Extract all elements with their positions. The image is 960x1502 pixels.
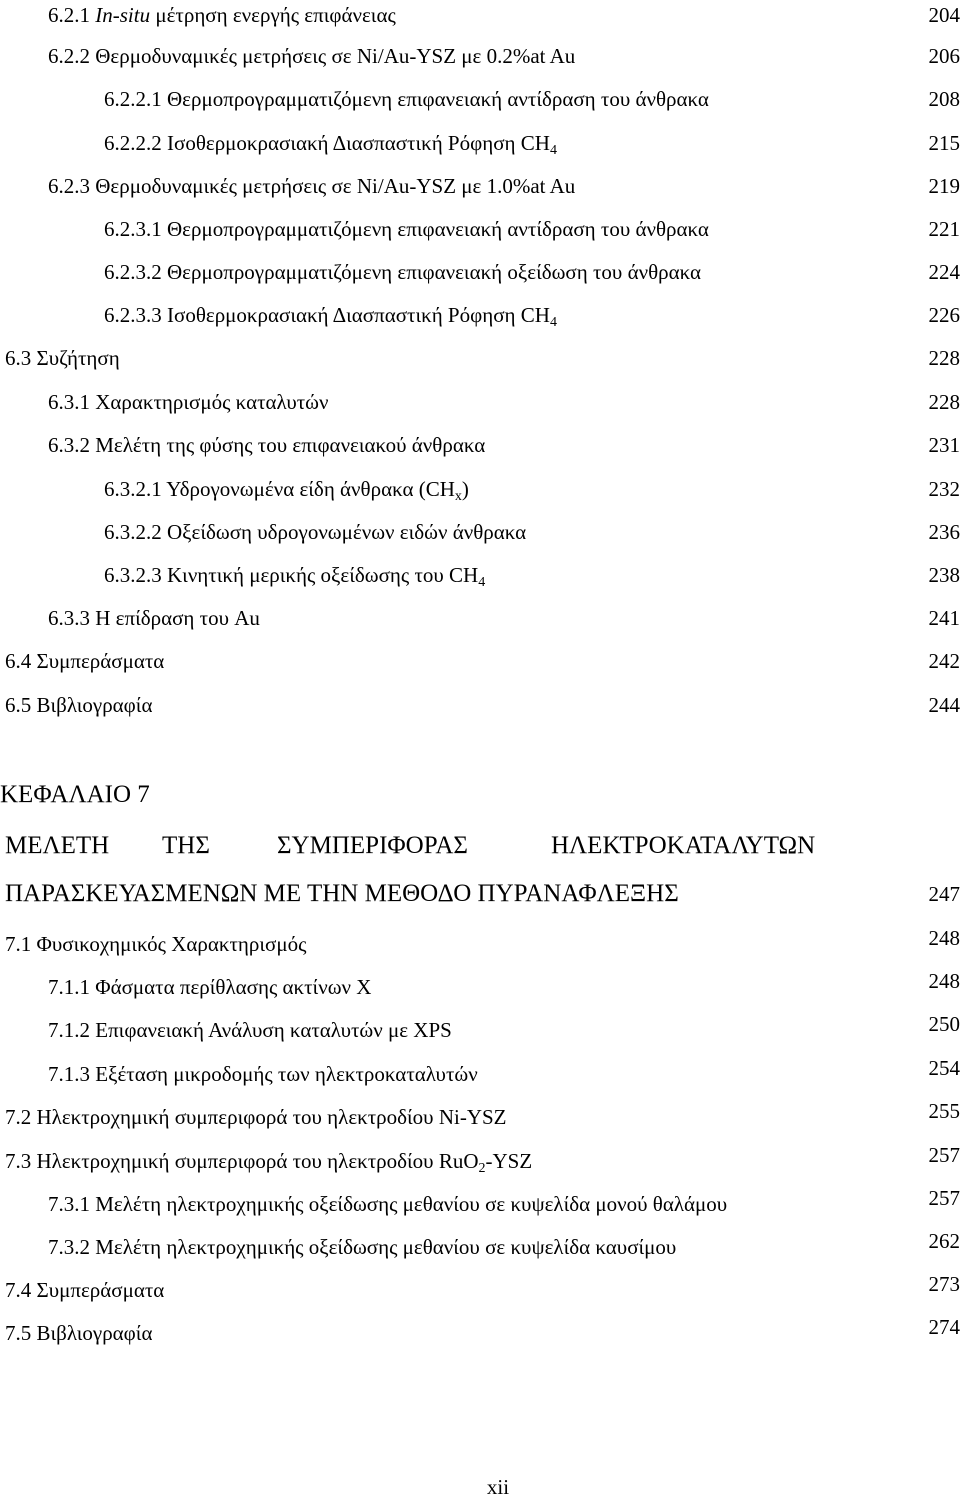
chapter-title-word: ΜΕΛΕΤΗ: [5, 832, 110, 859]
toc-entry: [0, 214, 960, 244]
toc-page-number: 232: [928, 477, 960, 501]
chapter-title-word: ΣΥΜΠΕΡΙΦΟΡΑΣ: [277, 832, 468, 859]
toc-entry: [0, 474, 960, 504]
toc-page-number: 228: [928, 346, 960, 370]
toc-page-number: 255: [928, 1099, 960, 1123]
toc-entry: [0, 969, 960, 1002]
toc-entry-text: 6.5 Βιβλιογραφία: [5, 693, 153, 717]
toc-entry-text: 6.3.2.3 Κινητική μερικής οξείδωσης του $CH_4$: [104, 563, 486, 590]
toc-page-number: 250: [928, 1012, 960, 1036]
toc-page-number: 241: [928, 606, 960, 630]
chapter-heading: ΚΕΦΑΛΑΙΟ 7: [0, 781, 150, 808]
toc-entry-text: 7.1.1 Φάσματα περίθλασης ακτίνων Χ: [48, 975, 372, 999]
toc-page-number: 224: [928, 260, 960, 284]
toc-entry-text: 6.3.2 Μελέτη της φύσης του επιφανειακού άνθρακα: [48, 433, 486, 457]
toc-entry-text: 6.2.3 Θερμοδυναμικές μετρήσεις σε Ni/Au-YSZ με 1.0%at Au: [48, 174, 576, 198]
footer-page-number: [0, 1474, 960, 1500]
toc-entry-text: 7.1.3 Εξέταση μικροδομής των ηλεκτροκαταλυτών: [48, 1062, 478, 1086]
toc-entry: [0, 343, 960, 373]
toc-entry-text: 6.2.3.2 Θερμοπρογραμματιζόμενη επιφανειακή οξείδωση του άνθρακα: [104, 260, 702, 284]
toc-entry: [0, 517, 960, 547]
toc-page-number: 236: [928, 520, 960, 544]
toc-page-number: 219: [928, 174, 960, 198]
toc-entry-text: 6.2.1 In-situ μέτρηση ενεργής επιφάνειας: [48, 3, 396, 27]
toc-page-number: 206: [928, 44, 960, 68]
toc-entry: [0, 257, 960, 287]
toc-entry-text: 6.3.2.2 Οξείδωση υδρογονωμένων ειδών άνθρακα: [104, 520, 527, 544]
toc-entry: [0, 0, 960, 30]
toc-entry: [0, 300, 960, 330]
toc-entry: [0, 1056, 960, 1089]
toc-page-number: 273: [928, 1272, 960, 1296]
chapter-title-word: ΤΗΣ: [162, 832, 210, 859]
toc-entry-text: 7.5 Βιβλιογραφία: [5, 1321, 153, 1345]
toc-entry-text: 7.1 Φυσικοχημικός Χαρακτηρισμός: [5, 932, 307, 956]
toc-entry: [0, 690, 960, 720]
toc-page-number: 254: [928, 1056, 960, 1080]
toc-entry-text: 6.3.3 Η επίδραση του Au: [48, 606, 260, 630]
toc-entry-text: 6.2.2.2 Ισοθερμοκρασιακή Διασπαστική Ρόφηση $CH_4$: [104, 131, 557, 158]
toc-entry-text: 6.2.3.3 Ισοθερμοκρασιακή Διασπαστική Ρόφηση $CH_4$: [104, 303, 557, 330]
toc-page-number: 231: [928, 433, 960, 457]
footer-page-label: xii: [486, 1475, 510, 1499]
chapter-title-line-2: [0, 877, 960, 911]
toc-entry-text: 6.3.1 Χαρακτηρισμός καταλυτών: [48, 390, 329, 414]
toc-page-number: 257: [928, 1143, 960, 1167]
toc-entry-text: 7.2 Ηλεκτροχημική συμπεριφορά του ηλεκτροδίου Ni-YSZ: [5, 1105, 507, 1129]
toc-entry: [0, 128, 960, 158]
toc-page-number: 228: [928, 390, 960, 414]
toc-page-number: 238: [928, 563, 960, 587]
toc-entry: [0, 1012, 960, 1045]
toc-entry: [0, 1143, 960, 1176]
toc-entry-text: 7.3.2 Μελέτη ηλεκτροχημικής οξείδωσης μεθανίου σε κυψελίδα καυσίμου: [48, 1235, 677, 1259]
toc-entry: [0, 603, 960, 633]
toc-entry: [0, 560, 960, 590]
toc-entry-text: 7.3 Ηλεκτροχημική συμπεριφορά του ηλεκτροδίου RuO$_2$-YSZ: [5, 1149, 533, 1176]
toc-entry-text: 7.3.1 Μελέτη ηλεκτροχημικής οξείδωσης μεθανίου σε κυψελίδα μονού θαλάμου: [48, 1192, 728, 1216]
toc-page-number: 221: [928, 217, 960, 241]
toc-page-number: 257: [928, 1186, 960, 1210]
toc-page-number: 248: [928, 926, 960, 950]
chapter-title-word: ΠΑΡΑΣΚΕΥΑΣΜΕΝΩΝ ΜΕ ΤΗΝ ΜΕΘΟΔΟ ΠΥΡΑΝΑΦΛΕΞΗΣ: [5, 880, 679, 907]
toc-entry-text: 6.2.3.1 Θερμοπρογραμματιζόμενη επιφανειακή αντίδραση του άνθρακα: [104, 217, 709, 241]
toc-page-number: 226: [928, 303, 960, 327]
toc-page-number: 274: [928, 1315, 960, 1339]
toc-entry-text: 6.2.2.1 Θερμοπρογραμματιζόμενη επιφανειακή αντίδραση του άνθρακα: [104, 87, 709, 111]
toc-page-number: 247: [928, 882, 960, 906]
toc-page-number: 204: [928, 3, 960, 27]
toc-entry: [0, 41, 960, 71]
toc-entry: [0, 84, 960, 114]
toc-page-number: 244: [928, 693, 960, 717]
toc-page-number: 242: [928, 649, 960, 673]
toc-page-number: 215: [928, 131, 960, 155]
toc-entry: [0, 430, 960, 460]
chapter-title-line-1: [0, 829, 960, 863]
toc-page-number: 262: [928, 1229, 960, 1253]
toc-entry-text: 6.3 Συζήτηση: [5, 346, 120, 370]
toc-page-number: 208: [928, 87, 960, 111]
toc-entry: [0, 171, 960, 201]
toc-entry-text: 6.2.2 Θερμοδυναμικές μετρήσεις σε Ni/Au-YSZ με 0.2%at Au: [48, 44, 576, 68]
toc-entry: [0, 1272, 960, 1305]
toc-entry-text: 7.4 Συμπεράσματα: [5, 1278, 165, 1302]
toc-entry: [0, 1186, 960, 1219]
toc-entry: [0, 387, 960, 417]
toc-entry-text: 6.3.2.1 Υδρογονωμένα είδη άνθρακα $(CH_x)$: [104, 477, 469, 504]
toc-entry-text: 6.4 Συμπεράσματα: [5, 649, 165, 673]
chapter-title-word: ΗΛΕΚΤΡΟΚΑΤΑΛΥΤΩΝ: [551, 832, 816, 859]
toc-entry-text: 7.1.2 Επιφανειακή Ανάλυση καταλυτών με XPS: [48, 1018, 452, 1042]
toc-entry: [0, 646, 960, 676]
toc-entry: [0, 1315, 960, 1348]
toc-entry: [0, 926, 960, 959]
toc-entry: [0, 1229, 960, 1262]
toc-entry: [0, 1099, 960, 1132]
toc-page-number: 248: [928, 969, 960, 993]
